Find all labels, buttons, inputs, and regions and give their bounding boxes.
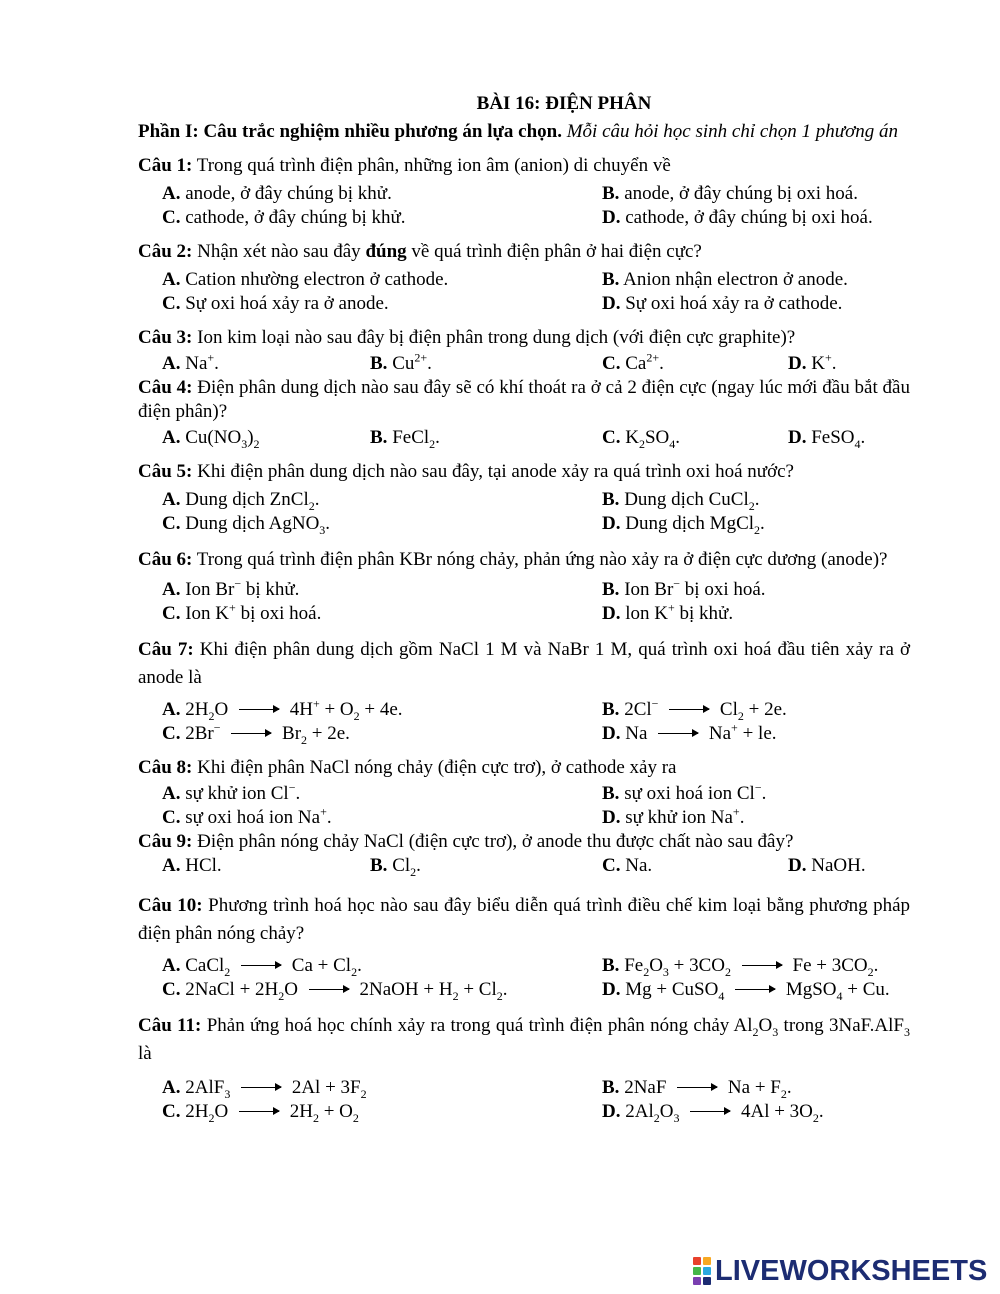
option-d[interactable]: D. FeSO$_4$. [788, 427, 866, 451]
logo-mark-icon [693, 1257, 711, 1285]
question-4 [138, 376, 910, 450]
question-label: Câu 11: [138, 1015, 202, 1036]
arrow-icon [241, 965, 281, 966]
question-11: Câu 11: Phản ứng hoá học chính xảy ra trong quá trình điện phân nóng chảy $Al_2O_3$ trong 3NaF.AlF$_3$ là A. 2AlF$_3$ $2Al + 3F_2$ B. 2NaF $Na + F_2$. C. $2H_2O$ $2H_2 + O_2$ D. $2Al_2O_3$ $4Al + 3O_2$. [138, 1015, 910, 1125]
arrow-icon [231, 733, 271, 734]
option-d[interactable]: D. $2Al_2O_3$ $4Al + 3O_2$. [602, 1101, 824, 1125]
option-b[interactable]: B. $Cl_2$. [370, 855, 421, 879]
arrow-icon [241, 1087, 281, 1088]
question-9 [138, 830, 910, 878]
question-stem: Khi điện phân NaCl nóng chảy (điện cực trơ), ở cathode xảy ra [197, 757, 677, 778]
option-d[interactable]: D. cathode, ở đây chúng bị oxi hoá. [602, 207, 873, 228]
part-heading [138, 120, 910, 144]
options [138, 854, 910, 878]
option-d[interactable]: D. sự khử ion Na+. [602, 804, 745, 828]
question-label: Câu 6: [138, 549, 193, 570]
arrow-icon [690, 1111, 730, 1112]
option-a[interactable]: A. CaCl$_2$ $Ca + Cl_2$. [162, 955, 362, 979]
option-a[interactable]: A. Ion Br− bị khử. [162, 576, 300, 600]
question-label: Câu 3: [138, 327, 193, 348]
option-b[interactable]: B. $Fe_2O_3 + 3CO_2$ $Fe + 3CO_2$. [602, 955, 879, 979]
arrow-icon [669, 709, 709, 710]
options [138, 954, 910, 1002]
arrow-icon [239, 1111, 279, 1112]
option-c[interactable]: C. sự oxi hoá ion Na+. [162, 804, 332, 828]
options [138, 698, 910, 746]
question-2: Câu 2: Nhận xét nào sau đây đúng về quá trình điện phân ở hai điện cực? A. Cation nhường electron ở cathode. B. Anion nhận electron ở anode. C. Sự oxi hoá xảy ra ở anode. D. Sự oxi hoá xảy ra ở cathode. [138, 240, 910, 316]
option-d[interactable]: D. Na Na+ + le. [602, 720, 777, 744]
option-d[interactable]: D. Mg + CuSO$_4$ MgSO$_4$ + Cu. [602, 979, 890, 1003]
question-stem: Điện phân dung dịch nào sau đây sẽ có khí thoát ra ở cả 2 điện cực (ngay lúc mới đầu bắt đầu điện phân)? [138, 377, 910, 422]
part-label: Phần I: Câu trắc nghiệm nhiều phương án lựa chọn. [138, 121, 562, 142]
option-d[interactable]: D. K+. [788, 350, 837, 374]
option-c[interactable]: C. 2Br− $Br_2 + 2e$. [162, 720, 350, 747]
question-stem: Phương trình hoá học nào sau đây biểu diễn quá trình điều chế kim loại bằng phương pháp điện phân nóng chảy? [138, 895, 911, 944]
option-c[interactable]: C. Sự oxi hoá xảy ra ở anode. [162, 293, 389, 314]
option-a[interactable]: A. HCl. [162, 855, 222, 876]
option-b[interactable]: B. Anion nhận electron ở anode. [602, 269, 848, 290]
question-stem: Điện phân nóng chảy NaCl (điện cực trơ), ở anode thu được chất nào sau đây? [197, 831, 794, 852]
question-stem: Khi điện phân dung dịch nào sau đây, tại anode xảy ra quá trình oxi hoá nước? [197, 461, 794, 482]
question-label: Câu 10: [138, 895, 203, 916]
liveworksheets-logo [693, 1256, 987, 1286]
question-1 [138, 154, 910, 230]
question-7 [138, 636, 910, 746]
option-a[interactable]: A. 2AlF$_3$ $2Al + 3F_2$ [162, 1077, 367, 1101]
lesson-title: BÀI 16: ĐIỆN PHÂN [476, 93, 652, 114]
option-c[interactable]: C. $2H_2O$ $2H_2 + O_2$ [162, 1101, 359, 1125]
question-6 [138, 546, 910, 626]
option-c[interactable]: C. $K_2SO_4$. [602, 427, 681, 451]
question-label: Câu 8: [138, 757, 193, 778]
option-c[interactable]: C. cathode, ở đây chúng bị khử. [162, 207, 406, 228]
options [138, 182, 910, 230]
option-b[interactable]: B. 2NaF $Na + F_2$. [602, 1077, 792, 1101]
option-b[interactable]: B. 2Cl− $Cl_2 + 2e$. [602, 696, 787, 723]
option-d[interactable]: D. lon K+ bị khử. [602, 600, 734, 624]
option-a[interactable]: A. Cation nhường electron ở cathode. [162, 269, 449, 290]
option-b[interactable]: B. anode, ở đây chúng bị oxi hoá. [602, 183, 858, 204]
option-c[interactable]: C. Ion K+ bị oxi hoá. [162, 600, 322, 624]
arrow-icon [309, 989, 349, 990]
arrow-icon [735, 989, 775, 990]
question-5 [138, 460, 910, 536]
question-label: Câu 9: [138, 831, 193, 852]
option-d[interactable]: D. Sự oxi hoá xảy ra ở cathode. [602, 293, 843, 314]
option-a[interactable]: A. anode, ở đây chúng bị khử. [162, 183, 392, 204]
logo-text: LIVEWORKSHEETS [715, 1255, 988, 1287]
options [138, 352, 910, 376]
part-instruction: Mỗi câu hỏi học sinh chỉ chọn 1 phương án [566, 121, 899, 142]
question-label: Câu 1: [138, 155, 193, 176]
worksheet-page [138, 92, 910, 1124]
option-c[interactable]: C. $Ca^{2+}$. [602, 350, 664, 374]
question-label: Câu 7: [138, 639, 194, 660]
arrow-icon [677, 1087, 717, 1088]
question-label: Câu 5: [138, 461, 193, 482]
option-a[interactable]: A. $2H_2O$ $4H^+ + O_2 + 4e$. [162, 696, 403, 723]
arrow-icon [658, 733, 698, 734]
options [138, 426, 910, 450]
question-stem: Ion kim loại nào sau đây bị điện phân trong dung dịch (với điện cực graphite)? [197, 327, 796, 348]
question-label: Câu 4: [138, 377, 193, 398]
question-3 [138, 326, 910, 376]
option-a[interactable]: A. Na+. [162, 350, 219, 374]
question-stem: Trong quá trình điện phân, những ion âm (anion) di chuyển về [196, 155, 671, 176]
option-d[interactable]: D. Dung dịch MgCl$_2$. [602, 513, 765, 537]
option-c[interactable]: C. Dung dịch AgNO$_3$. [162, 513, 331, 537]
options [138, 578, 910, 626]
question-stem: Khi điện phân dung dịch gồm NaCl 1 M và NaBr 1 M, quá trình oxi hoá đầu tiên xảy ra ở anode là [138, 639, 911, 688]
arrow-icon [239, 709, 279, 710]
option-d[interactable]: D. NaOH. [788, 855, 866, 876]
question-10 [138, 892, 910, 1002]
question-label: Câu 2: [138, 241, 193, 262]
options [138, 1076, 910, 1124]
option-b[interactable]: B. FeCl$_2$. [370, 427, 440, 451]
option-a[interactable]: A. sự khử ion Cl−. [162, 780, 301, 804]
option-b[interactable]: B. sự oxi hoá ion Cl−. [602, 780, 767, 804]
option-c[interactable]: C. 2NaCl + $2H_2O$ 2NaOH + $H_2 + Cl_2$. [162, 979, 508, 1003]
question-8 [138, 756, 910, 830]
options [138, 268, 910, 316]
option-b[interactable]: B. Dung dịch CuCl$_2$. [602, 489, 760, 513]
question-stem: Trong quá trình điện phân KBr nóng chảy, phản ứng nào xảy ra ở điện cực dương (anode)? [196, 549, 888, 570]
option-a[interactable]: A. $Cu(NO_3)_2$ [162, 427, 260, 451]
option-b[interactable]: B. Ion Br− bị oxi hoá. [602, 576, 766, 600]
option-c[interactable]: C. Na. [602, 855, 653, 876]
options [138, 782, 910, 830]
option-b[interactable]: B. $Cu^{2+}$. [370, 350, 432, 374]
option-a[interactable]: A. Dung dịch ZnCl$_2$. [162, 489, 320, 513]
options [138, 488, 910, 536]
arrow-icon [742, 965, 782, 966]
